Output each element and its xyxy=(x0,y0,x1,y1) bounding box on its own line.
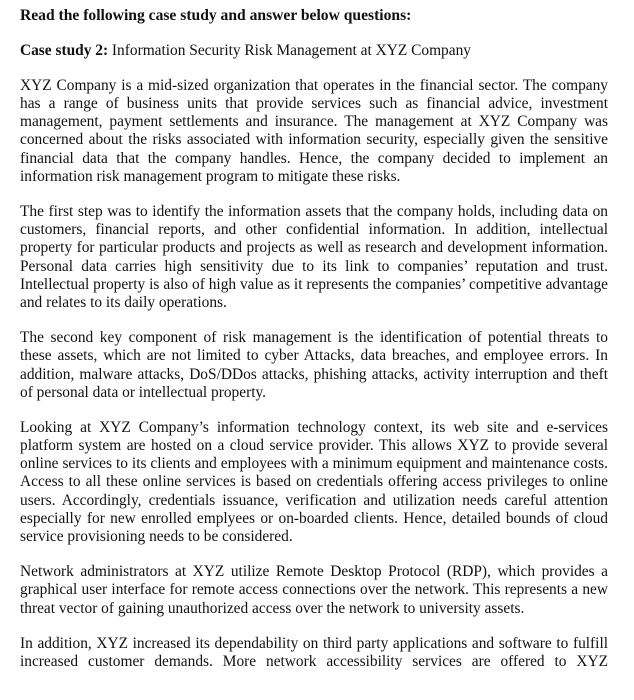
instruction-heading: Read the following case study and answer below questions: xyxy=(20,7,412,24)
paragraph-information-assets: The first step was to identify the information assets that the company holds, including data on customers, financial reports, and other confidential information. In addition, intellectual property for particular products and projects as well as research and development information. Personal data carries high sensitivity due to its link to companies’ reputation and trust. Intellectual property is also of high value as it represents the companies’ competitive advantage and relates to its daily operations. xyxy=(20,203,608,311)
case-study-label: Case study 2: xyxy=(20,42,109,60)
paragraph-company-overview: XYZ Company is a mid-sized organization that operates in the financial sector. The company has a range of business units that provide services such as financial advice, investment management, payment settlements and insurance. The management at XYZ Company was concerned about the risks associated with information security, especially given the sensitive financial data that the company handles. Hence, the company decided to implement an information risk management program to mitigate these risks. xyxy=(20,77,608,185)
paragraph-third-party: In addition, XYZ increased its dependability on third party applications and software to fulfill increased customer demands. More network accessibility services are offered to XYZ xyxy=(20,635,608,671)
paragraph-rdp: Network administrators at XYZ utilize Remote Desktop Protocol (RDP), which provides a graphical user interface for remote access connections over the network. This represents a new threat vector of gaining unauthorized access over the network to university assets. xyxy=(20,563,608,617)
paragraph-threats: The second key component of risk management is the identification of potential threats to these assets, which are not limited to cyber Attacks, data breaches, and employee errors. In addition, malware attacks, DoS/DDos attacks, phishing attacks, activity interruption and theft of personal data or intellectual property. xyxy=(20,329,608,401)
case-study-title-text: Information Security Risk Management at XYZ Company xyxy=(108,42,471,60)
paragraph-it-context: Looking at XYZ Company’s information technology context, its web site and e-services platform system are hosted on a cloud service provider. This allows XYZ to provide several online services to its clients and employees with a minimum equipment and maintenance costs. Access to all these online services is based on credentials offering access privileges to online users. Accordingly, credentials issuance, verification and utilization needs careful attention especially for new enrolled emplyees or on-boarded clients. Hence, detailed bounds of cloud service provisioning needs to be considered. xyxy=(20,419,608,545)
case-study-document xyxy=(20,7,608,689)
case-study-title xyxy=(20,42,608,60)
